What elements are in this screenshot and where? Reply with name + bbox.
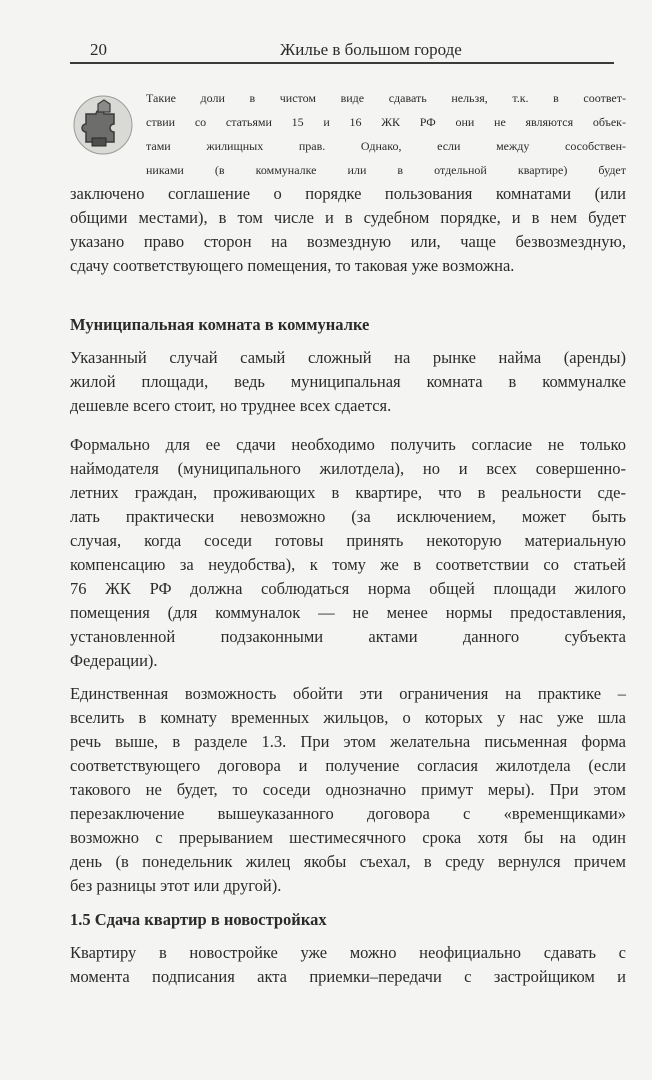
- text-line: 76 ЖК РФ должна соблюдаться норма общей площади жилого: [70, 579, 626, 598]
- text-line: без разницы этот или другой).: [70, 876, 282, 895]
- text-line: речь выше, в разделе 1.3. При этом желательна письменная форма: [70, 732, 626, 751]
- running-title: Жилье в большом городе: [280, 40, 462, 59]
- text-line: такового не будет, то соседи однозначно примут меры). При этом: [70, 780, 626, 799]
- paragraph-5: [70, 941, 626, 989]
- section-heading: 1.5 Сдача квартир в новостройках: [70, 910, 327, 929]
- text-line: дешевле всего стоит, но труднее всех сдается.: [70, 396, 392, 415]
- text-line: сдачу соответствующего помещения, то таковая уже возможна.: [70, 256, 515, 275]
- paragraph-3: [70, 433, 626, 673]
- text-line: соответствующего договора и получение согласия жилотдела (если: [70, 756, 626, 775]
- text-line: установленной подзаконными актами данного субъекта: [70, 627, 626, 646]
- text-line: тами жилищных прав. Однако, если между сособствен-: [146, 139, 626, 153]
- text-line: помещения (для коммуналок — не менее нормы предоставления,: [70, 603, 626, 622]
- paragraph-2: [70, 346, 626, 418]
- text-line: день (в понедельник жилец якобы съехал, в среду вернулся причем: [70, 852, 626, 871]
- text-line: Указанный случай самый сложный на рынке найма (аренды): [70, 348, 626, 367]
- text-line: летних граждан, проживающих в квартире, что в реальности сде-: [70, 483, 626, 502]
- text-line: Квартиру в новостройке уже можно неофициально сдавать с: [70, 943, 626, 962]
- text-line: заключено соглашение о порядке пользования комнатами (или: [70, 184, 626, 203]
- text-line: вселить в комнату временных жильцов, о которых у нас уже шла: [70, 708, 626, 727]
- text-line: компенсацию за неудобства), к тому же в соответствии со статьей: [70, 555, 626, 574]
- text-line: перезаключение вышеуказанного договора с «временщиками»: [70, 804, 626, 823]
- text-line: никами (в коммуналке или в отдельной квартире) будет: [146, 163, 626, 177]
- text-line: жилой площади, ведь муниципальная комната в коммуналке: [70, 372, 626, 391]
- text-line: Федерации).: [70, 651, 158, 670]
- text-line: указано право сторон на возмездную или, чаще безвозмездную,: [70, 232, 626, 251]
- text-line: случая, когда соседи готовы принять некоторую материальную: [70, 531, 626, 550]
- text-line: возможно с прерыванием шестимесячного срока хотя бы на один: [70, 828, 626, 847]
- text-line: лать практически невозможно (за исключением, может быть: [70, 507, 626, 526]
- text-line: момента подписания акта приемки–передачи с застройщиком и: [70, 967, 626, 986]
- text-line: ствии со статьями 15 и 16 ЖК РФ они не являются объек-: [146, 115, 626, 129]
- paragraph-4: [70, 682, 626, 898]
- text-line: общими местами), в том числе и в судебном порядке, и в нем будет: [70, 208, 626, 227]
- text-line: наймодателя (муниципального жилотдела), но и всех совершенно-: [70, 459, 626, 478]
- text-line: Формально для ее сдачи необходимо получить согласие не только: [70, 435, 626, 454]
- text-line: Единственная возможность обойти эти ограничения на практике –: [70, 684, 626, 703]
- paragraph-1: [70, 86, 626, 278]
- page-header: [70, 36, 614, 64]
- text-line: Такие доли в чистом виде сдавать нельзя, т.к. в соответ-: [146, 91, 626, 105]
- section-heading: Муниципальная комната в коммуналке: [70, 315, 370, 334]
- page-number: 20: [90, 40, 107, 59]
